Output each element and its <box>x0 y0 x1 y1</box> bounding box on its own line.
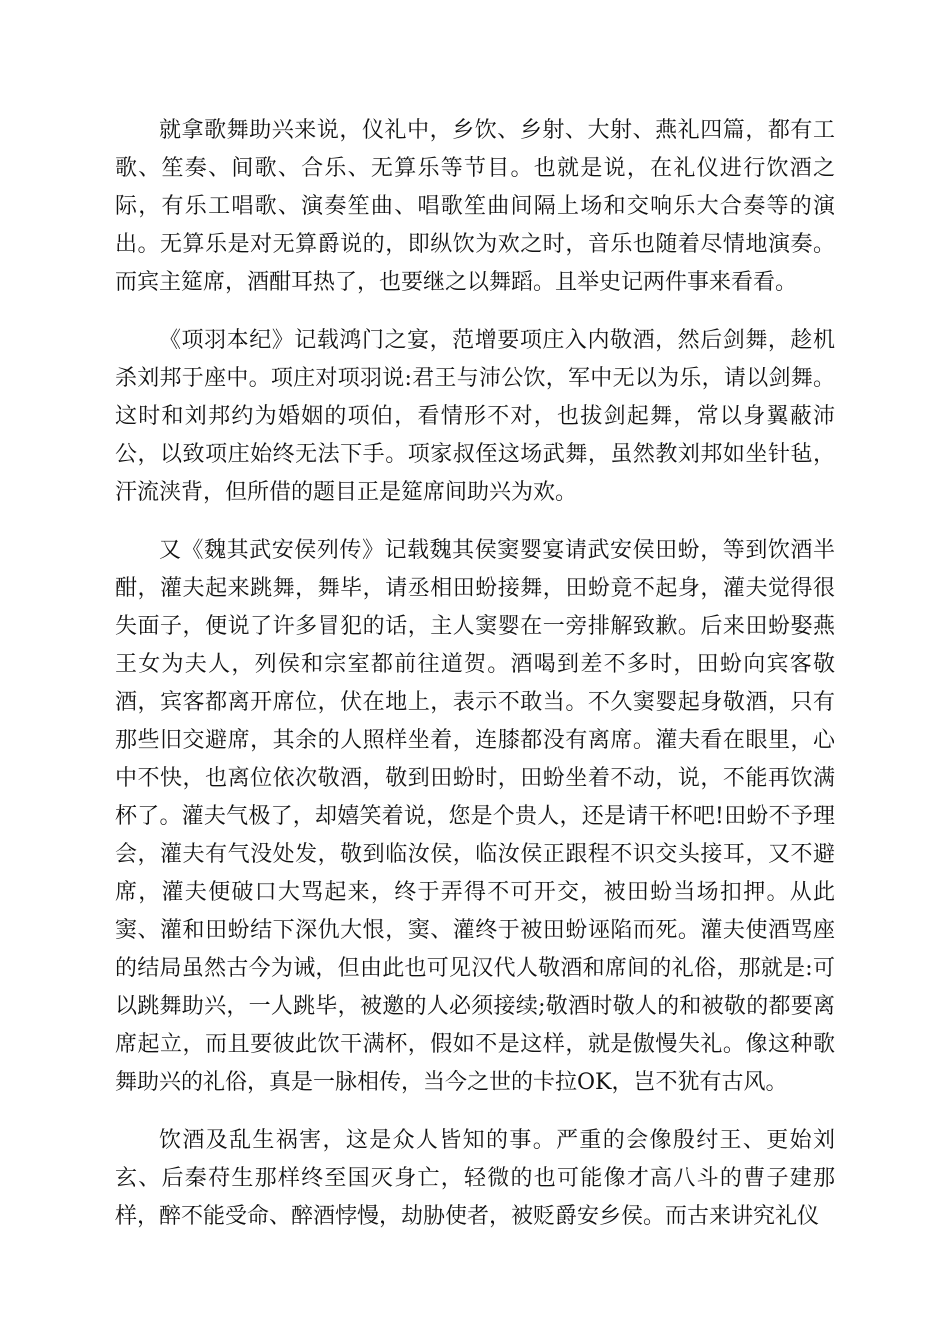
paragraph-wei-qi: 又《魏其武安侯列传》记载魏其侯窦婴宴请武安侯田蚡，等到饮酒半酣，灌夫起来跳舞，舞毕，请丞相田蚡接舞，田蚡竟不起身，灌夫觉得很失面子，便说了许多冒犯的话，主人窦婴在一旁排解致歉。后来田蚡娶燕王女为夫人，列侯和宗室都前往道贺。酒喝到差不多时，田蚡向宾客敬酒，宾客都离开席位，伏在地上，表示不敢当。不久窦婴起身敬酒，只有那些旧交避席，其余的人照样坐着，连膝都没有离席。灌夫看在眼里，心中不快，也离位依次敬酒，敬到田蚡时，田蚡坐着不动，说，不能再饮满杯了。灌夫气极了，却嬉笑着说，您是个贵人，还是请干杯吧!田蚡不予理会，灌夫有气没处发，敬到临汝侯，临汝侯正跟程不识交头接耳，又不避席，灌夫便破口大骂起来，终于弄得不可开交，被田蚡当场扣押。从此窦、灌和田蚡结下深仇大恨，窦、灌终于被田蚡诬陷而死。灌夫使酒骂座的结局虽然古今为诫，但由此也可见汉代人敬酒和席间的礼俗，那就是:可以跳舞助兴，一人跳毕，被邀的人必须接续;敬酒时敬人的和被敬的都要离席起立，而且要彼此饮干满杯，假如不是这样，就是傲慢失礼。像这种歌舞助兴的礼俗，真是一脉相传，当今之世的卡拉OK，岂不犹有古风。 <box>115 538 835 1095</box>
paragraph-xiang-yu: 《项羽本纪》记载鸿门之宴，范增要项庄入内敬酒，然后剑舞，趁机杀刘邦于座中。项庄对项羽说:君王与沛公饮，军中无以为乐，请以剑舞。这时和刘邦约为婚姻的项伯，看情形不对，也拔剑起舞，常以身翼蔽沛公，以致项庄始终无法下手。项家叔侄这场武舞，虽然教刘邦如坐针毡，汗流浃背，但所借的题目正是筵席间助兴为欢。 <box>115 328 835 505</box>
document-body <box>115 112 835 1256</box>
paragraph-drinking-harm: 饮酒及乱生祸害，这是众人皆知的事。严重的会像殷纣王、更始刘玄、后秦苻生那样终至国灭身亡，轻微的也可能像才高八斗的曹子建那样，醉不能受命、醉酒悖慢，劫胁使者，被贬爵安乡侯。而古来讲究礼仪 <box>115 1128 835 1229</box>
paragraph-song-dance: 就拿歌舞助兴来说，仪礼中，乡饮、乡射、大射、燕礼四篇，都有工歌、笙奏、间歌、合乐、无算乐等节目。也就是说，在礼仪进行饮酒之际，有乐工唱歌、演奏笙曲、唱歌笙曲间隔上场和交响乐大合奏等的演出。无算乐是对无算爵说的，即纵饮为欢之时，音乐也随着尽情地演奏。而宾主筵席，酒酣耳热了，也要继之以舞蹈。且举史记两件事来看看。 <box>115 118 835 295</box>
